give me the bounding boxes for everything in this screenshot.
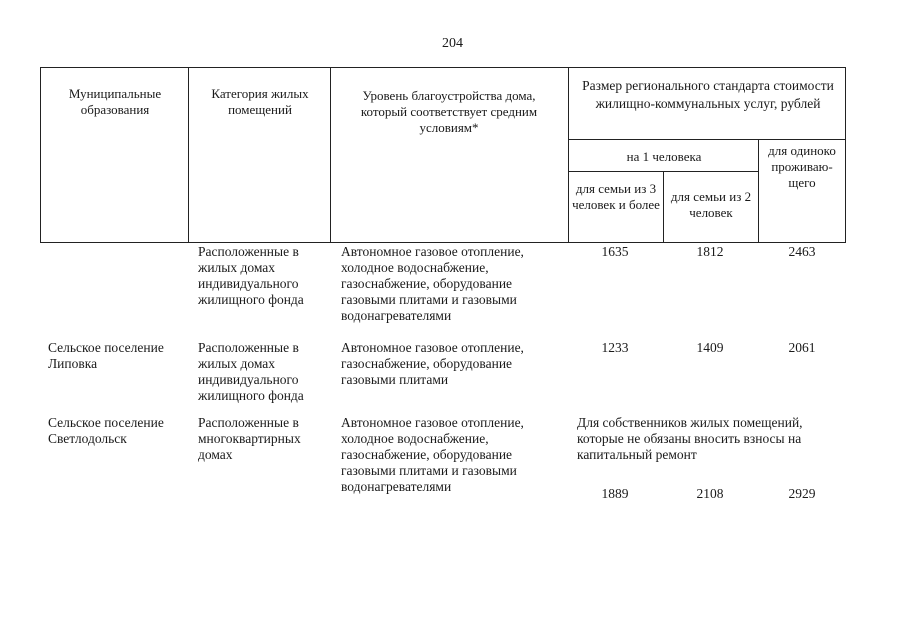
- header-size: Размер регионального стандарта стоимости жилищно-коммунальных услуг, рублей: [582, 78, 834, 111]
- header-per-person: на 1 человека: [626, 149, 702, 164]
- header-divider-3: [568, 67, 569, 243]
- row-category: Расположенные в многоквартирных домах: [198, 415, 301, 462]
- page-number: 204: [442, 36, 463, 51]
- header-single: для одиноко проживаю-щего: [768, 143, 836, 190]
- header-divider-1: [188, 67, 189, 243]
- header-divider-5: [758, 139, 759, 243]
- row-single: 2929: [788, 486, 816, 501]
- row-family2: 1812: [696, 244, 724, 259]
- row-level: Автономное газовое отопление, газоснабжение, оборудование газовыми плитами: [341, 340, 524, 387]
- row-single: 2463: [788, 244, 816, 259]
- header-subline-1: [568, 139, 846, 140]
- header-divider-2: [330, 67, 331, 243]
- header-family3: для семьи из 3 человек и более: [572, 181, 660, 212]
- header-border-left: [40, 67, 41, 243]
- row-municipality: Сельское поселение Светлодольск: [48, 415, 164, 446]
- row-family3: 1233: [601, 340, 629, 355]
- row-family3: 1635: [601, 244, 629, 259]
- row-family2: 2108: [696, 486, 724, 501]
- header-municipality: Муниципальные образования: [68, 86, 162, 117]
- header-level: Уровень благоустройства дома, который соответствует средним условиям*: [360, 88, 538, 135]
- table-header: [40, 67, 846, 243]
- row-category: Расположенные в жилых домах индивидуального жилищного фонда: [198, 244, 304, 307]
- row-family3: 1889: [601, 486, 629, 501]
- table-row: [40, 340, 846, 410]
- row-category: Расположенные в жилых домах индивидуального жилищного фонда: [198, 340, 304, 403]
- row-single: 2061: [788, 340, 816, 355]
- table-row: [40, 244, 846, 334]
- header-border-top: [40, 67, 846, 68]
- header-category: Категория жилых помещений: [211, 86, 309, 117]
- header-border-bottom: [40, 242, 846, 243]
- header-family2: для семьи из 2 человек: [670, 189, 752, 220]
- row-family2: 1409: [696, 340, 724, 355]
- table-row: [40, 415, 846, 510]
- row-municipality: Сельское поселение Липовка: [48, 340, 164, 371]
- row-note: Для собственников жилых помещений, которые не обязаны вносить взносы на капитальный ремонт: [577, 415, 803, 462]
- row-level: Автономное газовое отопление, холодное водоснабжение, газоснабжение, оборудование газовыми плитами и газовыми водонагревателями: [341, 415, 524, 494]
- row-level: Автономное газовое отопление, холодное водоснабжение, газоснабжение, оборудование газовыми плитами и газовыми водонагревателями: [341, 244, 524, 323]
- header-divider-4: [663, 171, 664, 243]
- header-border-right: [845, 67, 846, 243]
